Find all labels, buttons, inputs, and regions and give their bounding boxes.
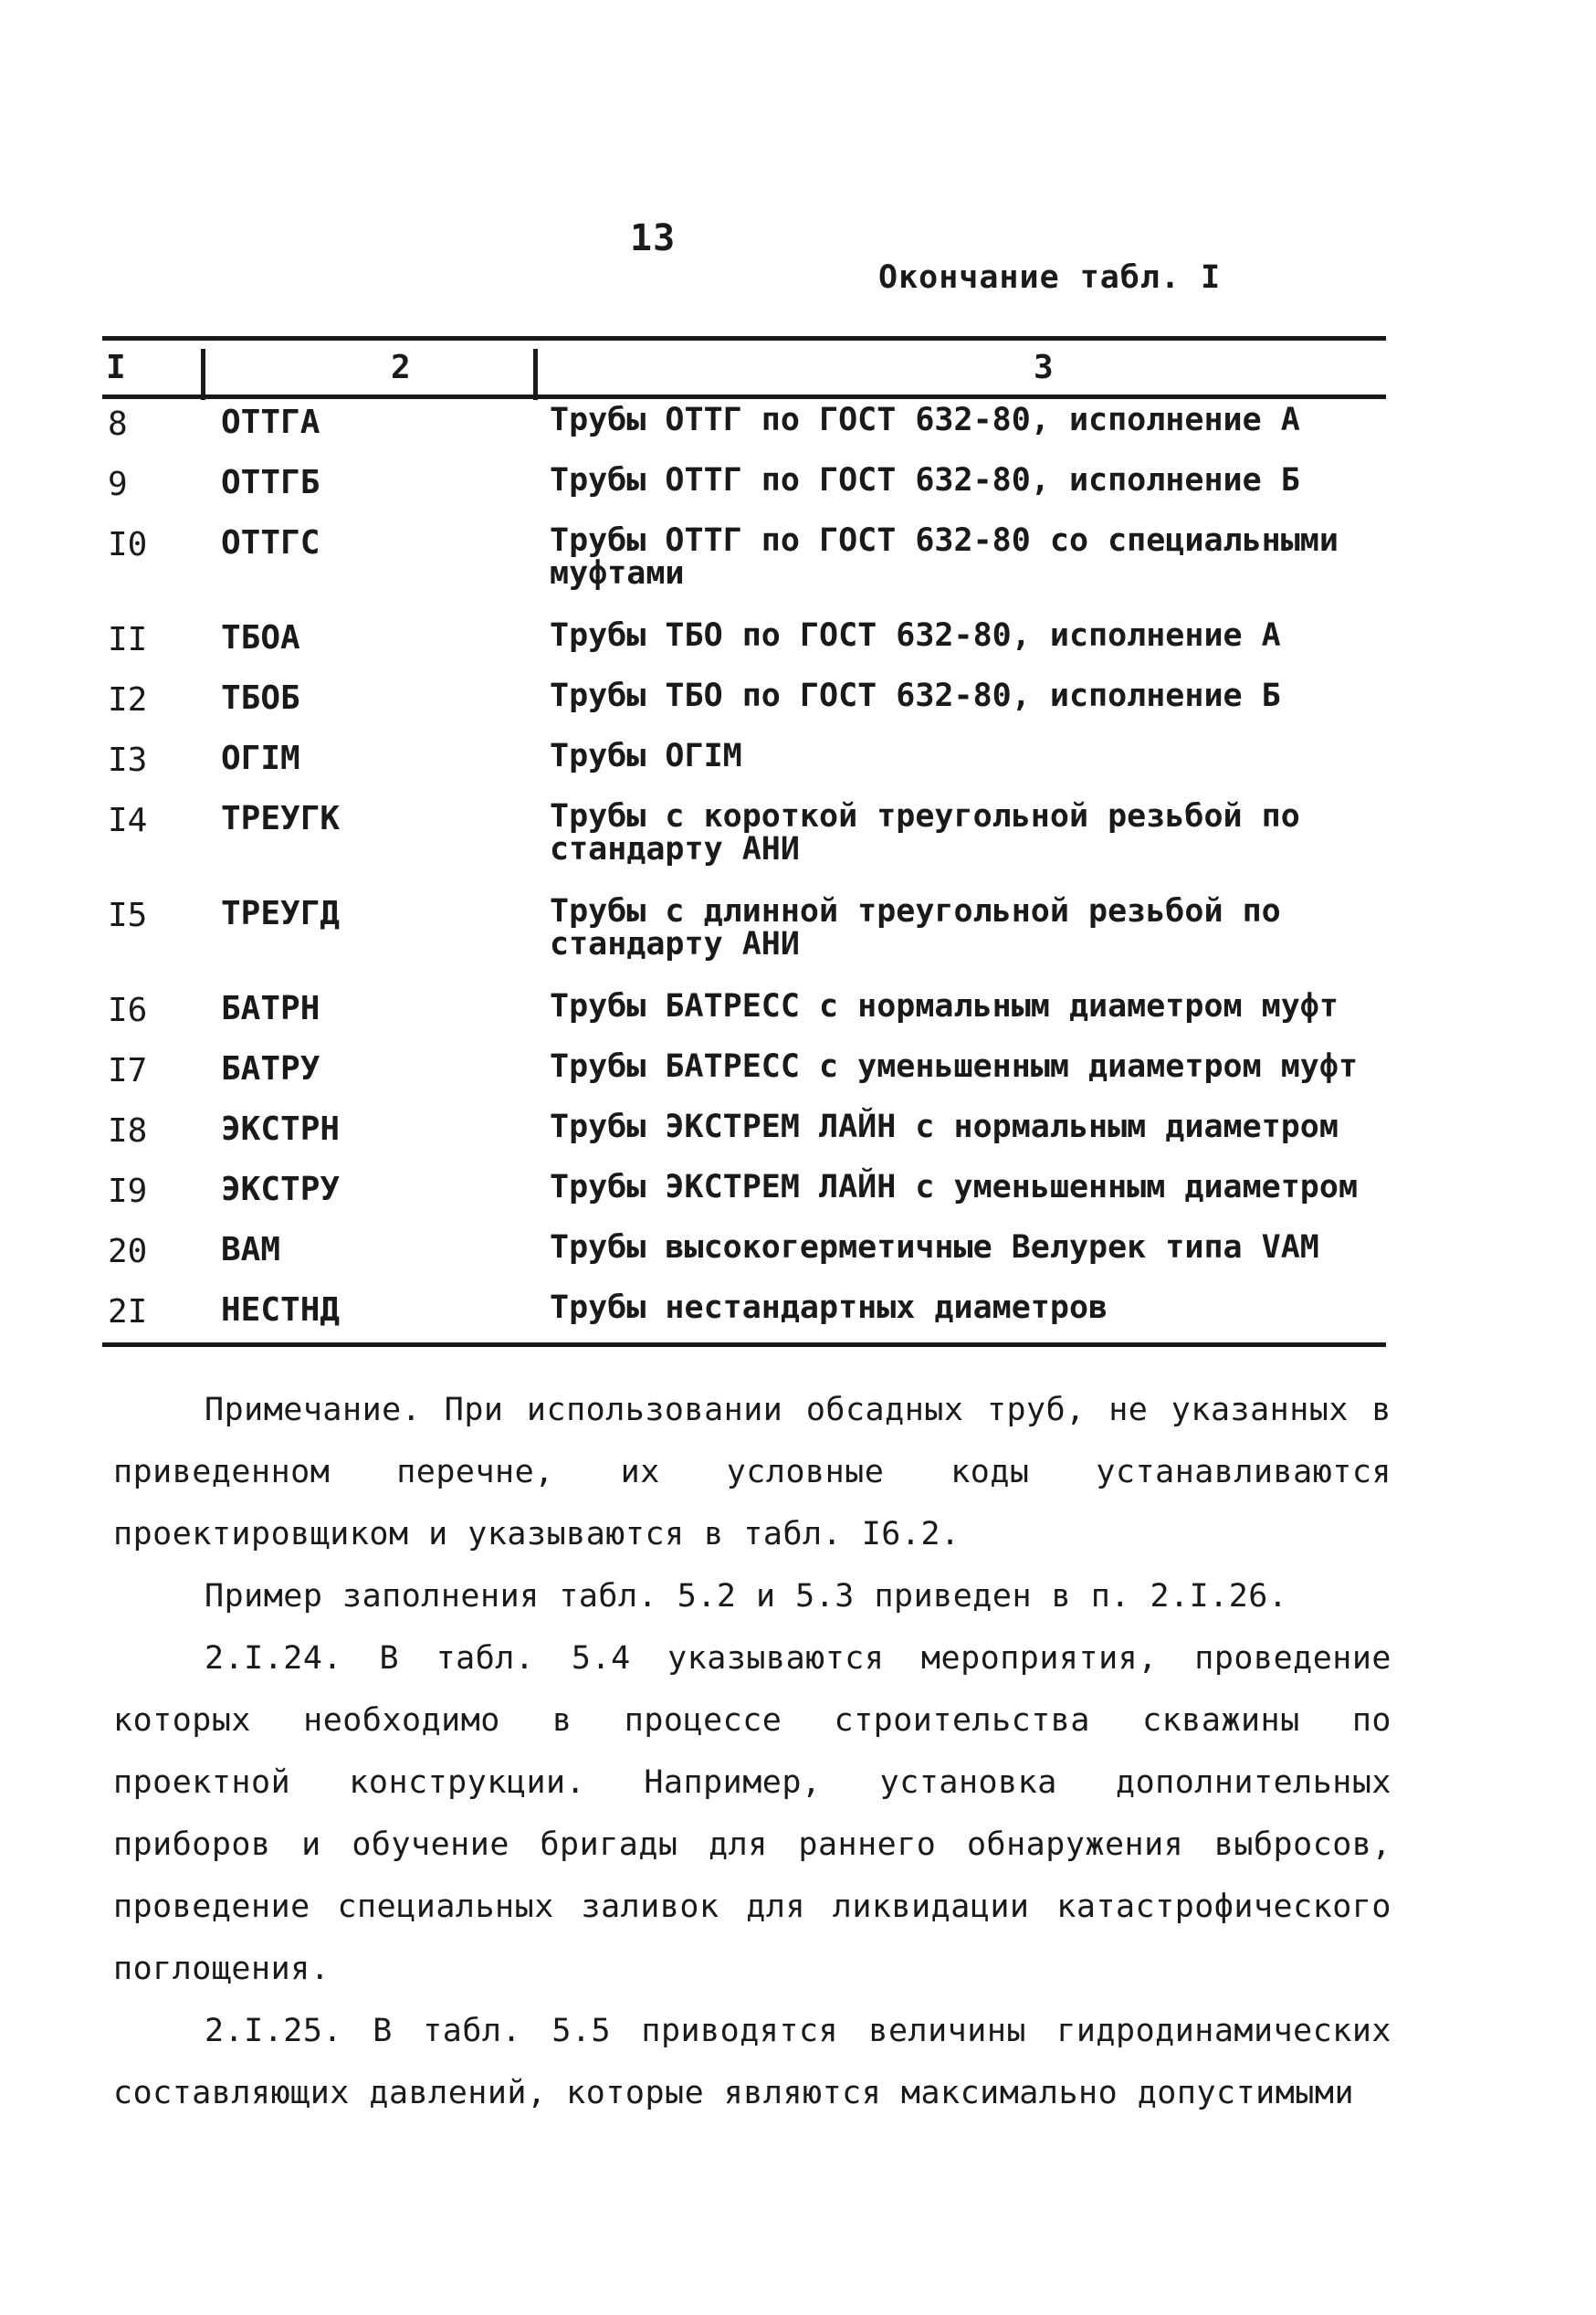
row-description: Трубы ЭКСТРЕМ ЛАЙН с уменьшенным диаметром [550, 1169, 1359, 1205]
row-description: Трубы с длинной треугольной резьбой по стандарту АНИ [550, 893, 1281, 963]
row-number: 2I [108, 1293, 148, 1331]
row-description: Трубы ЭКСТРЕМ ЛАЙН с нормальным диаметром [550, 1109, 1339, 1145]
row-number: I4 [108, 802, 148, 839]
table-row [102, 891, 1386, 986]
table-row [102, 796, 1386, 891]
row-description: Трубы высокогерметичные Велурек типа VAM [550, 1229, 1319, 1266]
row-description: Трубы ТБО по ГОСТ 632-80, исполнение Б [550, 678, 1281, 714]
row-number: I5 [108, 897, 148, 934]
table-header-row [102, 347, 1386, 397]
row-description: Трубы ОГIМ [550, 738, 742, 774]
table-row [102, 1167, 1386, 1227]
row-description: Трубы нестандартных диаметров [550, 1289, 1108, 1326]
table-header-rule [102, 395, 1386, 399]
row-code: ОТТГС [221, 524, 320, 562]
table-row [102, 986, 1386, 1047]
table-body [102, 400, 1386, 1348]
column-header-2: 2 [391, 349, 411, 386]
column-header-3: 3 [1034, 349, 1054, 386]
paragraph-2-1-24: 2.I.24. В табл. 5.4 указываются мероприятия, проведение которых необходимо в процессе строительства скважины по проектной конструкции. Например, установка дополнительных приборов и обучение бригады для раннего обнаружения выбросов, проведение специальных заливок для ликвидации катастрофического поглощения. [113, 1640, 1391, 1987]
column-header-1: I [106, 349, 126, 386]
table-row [102, 400, 1386, 460]
table-row [102, 460, 1386, 521]
table-row [102, 1107, 1386, 1167]
row-code: ЭКСТРН [221, 1110, 341, 1148]
table-row [102, 1227, 1386, 1288]
row-number: 9 [108, 466, 128, 503]
row-number: I9 [108, 1173, 148, 1210]
row-number: 20 [108, 1233, 148, 1270]
table-row [102, 521, 1386, 616]
row-code: ТРЕУГД [221, 895, 341, 932]
table-bottom-rule [102, 1342, 1386, 1347]
row-number: I8 [108, 1112, 148, 1150]
column-divider [533, 349, 538, 400]
row-code: ЭКСТРУ [221, 1171, 341, 1208]
row-description: Трубы БАТРЕСС с нормальным диаметром муфт [550, 988, 1339, 1025]
row-description: Трубы ТБО по ГОСТ 632-80, исполнение А [550, 617, 1281, 654]
row-number: I7 [108, 1052, 148, 1089]
row-description: Трубы ОТТГ по ГОСТ 632-80, исполнение Б [550, 462, 1300, 499]
row-code: ОТТГА [221, 404, 320, 441]
row-number: I2 [108, 681, 148, 719]
note-paragraph: Примечание. При использовании обсадных труб, не указанных в приведенном перечне, их условные коды устанавливаются проектировщиком и указываются в табл. I6.2. [113, 1392, 1391, 1552]
row-code: ТБОБ [221, 679, 300, 717]
row-code: ВАМ [221, 1231, 281, 1268]
table-row [102, 616, 1386, 676]
table-row [102, 736, 1386, 796]
page-number: 13 [630, 217, 677, 259]
example-paragraph: Пример заполнения табл. 5.2 и 5.3 приведен в п. 2.I.26. [205, 1578, 1288, 1615]
table-row [102, 1047, 1386, 1107]
body-text [113, 1379, 1391, 2124]
table-row [102, 1288, 1386, 1348]
row-description: Трубы с короткой треугольной резьбой по стандарту АНИ [550, 798, 1300, 868]
row-description: Трубы БАТРЕСС с уменьшенным диаметром муфт [550, 1048, 1359, 1085]
row-code: ТБОА [221, 619, 300, 657]
table-row [102, 676, 1386, 736]
row-number: I0 [108, 526, 148, 563]
row-description: Трубы ОТТГ по ГОСТ 632-80 со специальными муфтами [550, 522, 1339, 592]
row-code: БАТРУ [221, 1050, 320, 1088]
column-divider [201, 349, 205, 400]
table-top-rule [102, 336, 1386, 341]
row-number: II [108, 621, 148, 658]
row-code: НЕСТНД [221, 1291, 341, 1329]
row-description: Трубы ОТТГ по ГОСТ 632-80, исполнение А [550, 402, 1300, 438]
row-code: БАТРН [221, 990, 320, 1027]
row-number: 8 [108, 405, 128, 443]
table-caption: Окончание табл. I [878, 259, 1222, 296]
row-number: I6 [108, 992, 148, 1029]
paragraph-2-1-25: 2.I.25. В табл. 5.5 приводятся величины гидродинамических составляющих давлений, которые являются максимально допустимыми [113, 2013, 1391, 2111]
row-code: ТРЕУГК [221, 800, 341, 837]
row-code: ОТТГБ [221, 464, 320, 501]
row-code: ОГIМ [221, 740, 300, 777]
row-number: I3 [108, 742, 148, 779]
